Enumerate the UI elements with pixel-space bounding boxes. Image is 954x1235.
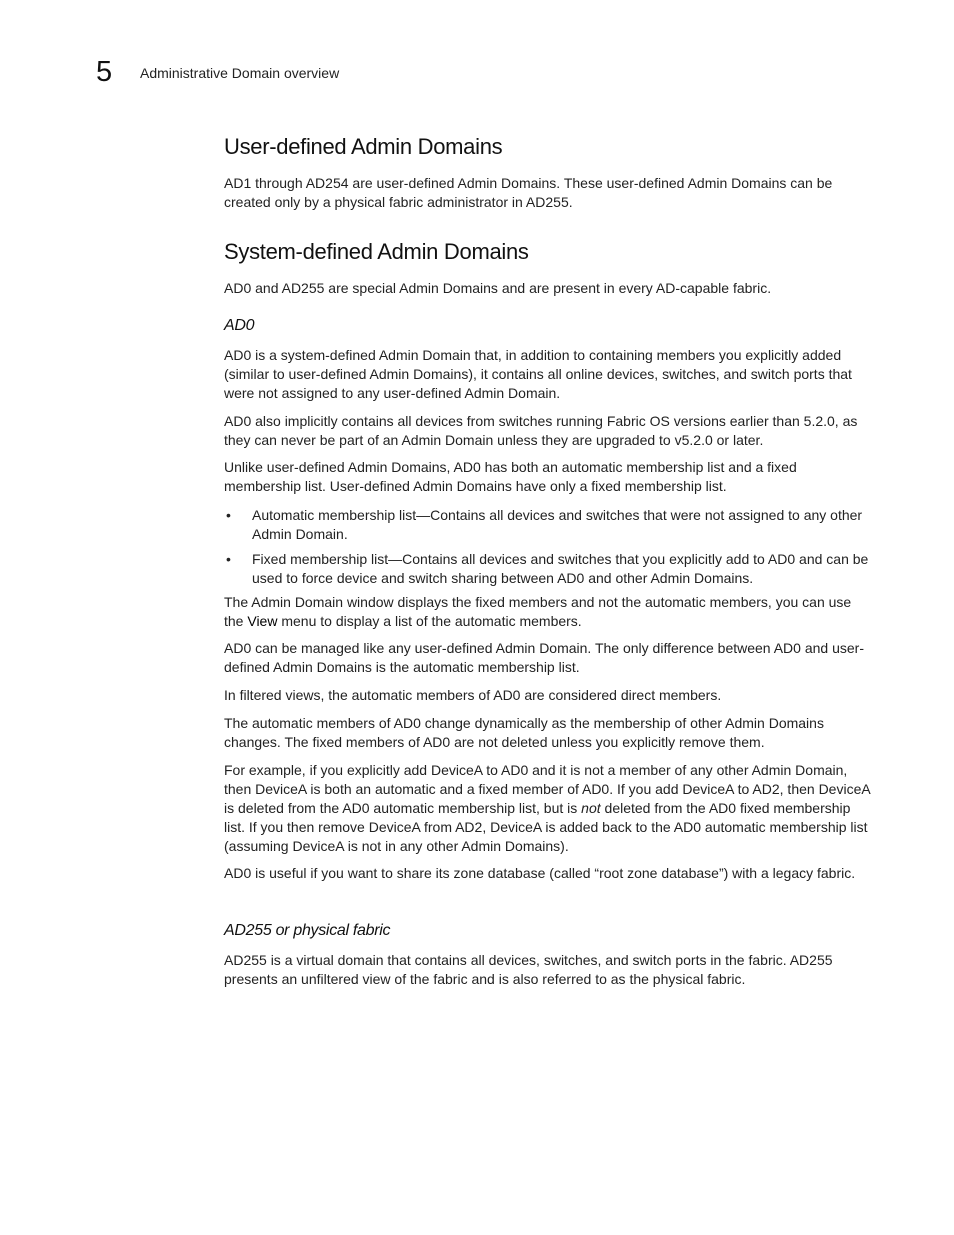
section-heading-user-defined: User-defined Admin Domains — [224, 134, 503, 159]
text-run: menu to display a list of the automatic members. — [277, 613, 582, 629]
text-run: The Admin Domain window displays the fixed members and not the automatic members, you can use the — [224, 594, 852, 629]
ad0-paragraph-5: AD0 can be managed like any user-defined Admin Domain. The only difference between AD0 and user-defined Admin Domains is the automatic membership list. — [224, 640, 864, 675]
subsection-heading-ad0: AD0 — [224, 317, 255, 334]
bullet-dot: • — [226, 551, 231, 567]
ad0-paragraph-6: In filtered views, the automatic members of AD0 are considered direct members. — [224, 687, 722, 703]
user-defined-paragraph: AD1 through AD254 are user-defined Admin Domains. These user-defined Admin Domains can be created only by a physical fabric administrator in AD255. — [224, 175, 833, 210]
ad0-paragraph-8 — [224, 761, 870, 856]
ad0-paragraph-4 — [224, 593, 870, 631]
emphasis-not: not — [581, 800, 601, 816]
ad0-paragraph-9: AD0 is useful if you want to share its zone database (called “root zone database”) with a legacy fabric. — [224, 865, 856, 881]
ad255-paragraph: AD255 is a virtual domain that contains all devices, switches, and switch ports in the fabric. AD255 presents an unfiltered view of the fabric and is also referred to as the physical fabric. — [224, 952, 833, 987]
ad0-paragraph-7: The automatic members of AD0 change dynamically as the membership of other Admin Domains changes. The fixed members of AD0 are not deleted unless you explicitly remove them. — [224, 715, 824, 750]
text-run: For example, if you explicitly add DeviceA to AD0 and it is not a member of any other Admin Domain, then DeviceA is both an automatic and a fixed member of AD0. If you add DeviceA to AD2, then DeviceA is deleted from the AD0 automatic membership list, but is — [224, 762, 870, 816]
ad0-paragraph-1: AD0 is a system-defined Admin Domain that, in addition to containing members you explicitly added (similar to user-defined Admin Domains), it contains all online devices, switches, and switch ports that were not assigned to any user-defined Admin Domain. — [224, 347, 852, 401]
chapter-number: 5 — [96, 56, 113, 88]
bullet-text: Automatic membership list—Contains all devices and switches that were not assigned to any other Admin Domain. — [252, 507, 863, 542]
bullet-text: Fixed membership list—Contains all devices and switches that you explicitly add to AD0 and can be used to force device and switch sharing between AD0 and other Admin Domains. — [252, 551, 869, 586]
chapter-title: Administrative Domain overview — [140, 65, 340, 81]
text-run: deleted from the AD0 fixed membership list. If you then remove DeviceA from AD2, DeviceA is added back to the AD0 automatic membership list (assuming DeviceA is not in any other Admin Domains). — [224, 800, 868, 854]
view-menu-term: View — [247, 613, 278, 629]
ad0-paragraph-3: Unlike user-defined Admin Domains, AD0 has both an automatic membership list and a fixed membership list. User-defined Admin Domains have only a fixed membership list. — [224, 459, 797, 494]
ad0-paragraph-2: AD0 also implicitly contains all devices from switches running Fabric OS versions earlier than 5.2.0, as they can never be part of an Admin Domain unless they are upgraded to v5.2.0 or later. — [224, 413, 858, 448]
system-defined-paragraph: AD0 and AD255 are special Admin Domains and are present in every AD-capable fabric. — [224, 280, 772, 296]
subsection-heading-ad255: AD255 or physical fabric — [224, 922, 391, 939]
bullet-dot: • — [226, 507, 231, 523]
section-heading-system-defined: System-defined Admin Domains — [224, 239, 529, 264]
